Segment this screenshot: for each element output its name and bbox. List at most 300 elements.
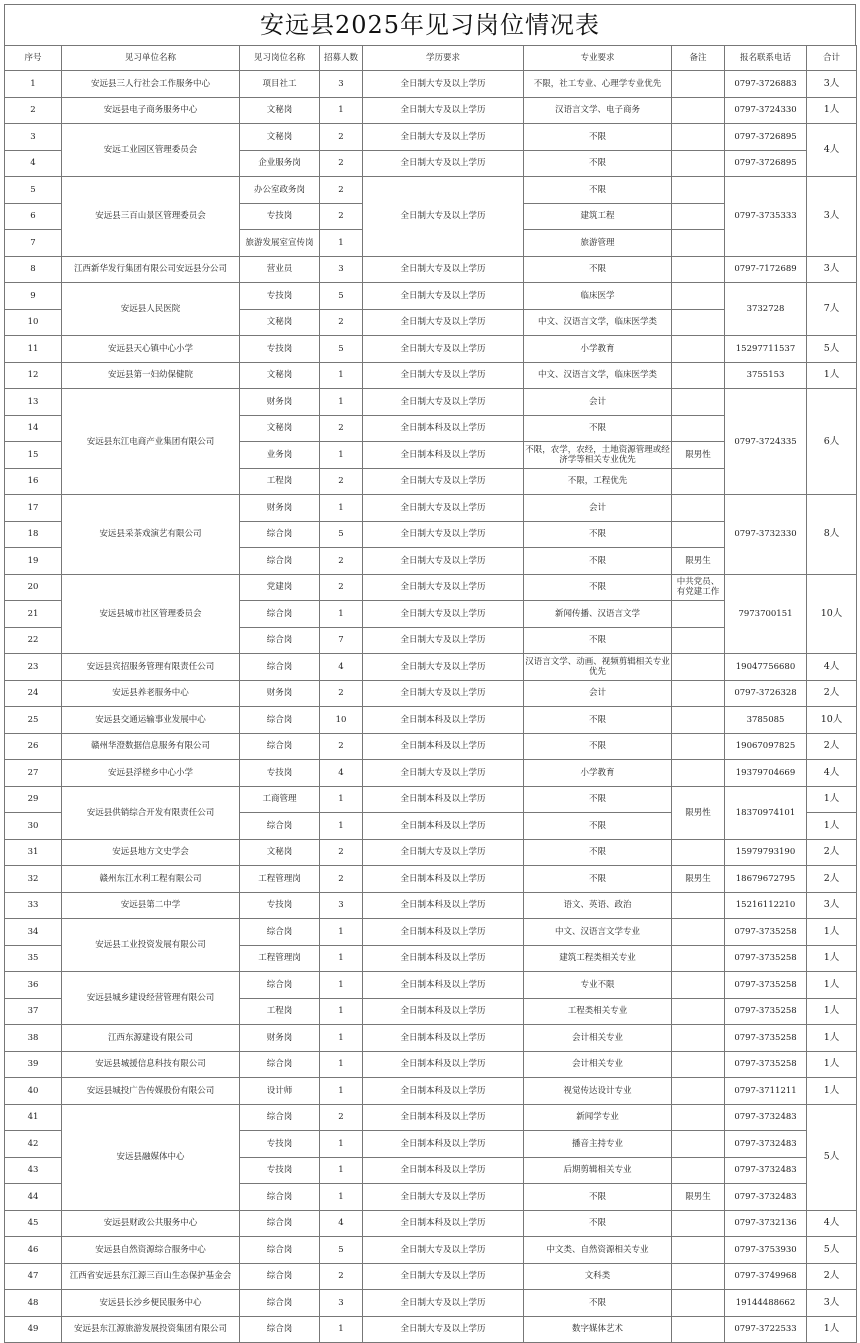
cell-note bbox=[672, 1078, 725, 1105]
cell-note bbox=[672, 415, 725, 442]
table-row bbox=[5, 1078, 857, 1105]
cell-count: 3 bbox=[320, 71, 363, 98]
cell-seq: 12 bbox=[5, 362, 62, 389]
cell-total: 2人 bbox=[807, 680, 857, 707]
cell-phone: 15979793190 bbox=[725, 839, 807, 866]
cell-phone: 0797-3732483 bbox=[725, 1157, 807, 1184]
cell-position: 综合岗 bbox=[240, 972, 320, 999]
cell-total: 4人 bbox=[807, 124, 857, 177]
cell-major: 不限 bbox=[524, 256, 672, 283]
cell-unit: 赣州东江水利工程有限公司 bbox=[62, 866, 240, 893]
cell-major: 临床医学 bbox=[524, 283, 672, 310]
cell-position: 文秘岗 bbox=[240, 309, 320, 336]
cell-major: 不限 bbox=[524, 150, 672, 177]
cell-seq: 27 bbox=[5, 760, 62, 787]
cell-education: 全日制大专及以上学历 bbox=[363, 362, 524, 389]
cell-note bbox=[672, 97, 725, 124]
cell-count: 1 bbox=[320, 972, 363, 999]
cell-major: 不限 bbox=[524, 1290, 672, 1317]
cell-seq: 22 bbox=[5, 627, 62, 654]
cell-major: 专业不限 bbox=[524, 972, 672, 999]
table-row bbox=[5, 1263, 857, 1290]
cell-seq: 11 bbox=[5, 336, 62, 363]
cell-phone: 19144488662 bbox=[725, 1290, 807, 1317]
cell-position: 专技岗 bbox=[240, 283, 320, 310]
cell-phone: 15216112210 bbox=[725, 892, 807, 919]
cell-position: 企业服务岗 bbox=[240, 150, 320, 177]
cell-phone: 0797-3735258 bbox=[725, 1051, 807, 1078]
cell-seq: 40 bbox=[5, 1078, 62, 1105]
table-row bbox=[5, 972, 857, 999]
cell-education: 全日制大专及以上学历 bbox=[363, 150, 524, 177]
cell-education: 全日制大专及以上学历 bbox=[363, 574, 524, 601]
cell-position: 综合岗 bbox=[240, 1210, 320, 1237]
cell-phone: 0797-3735258 bbox=[725, 945, 807, 972]
cell-major: 不限 bbox=[524, 124, 672, 151]
cell-unit: 安远县城援信息科技有限公司 bbox=[62, 1051, 240, 1078]
header-total: 合计 bbox=[807, 46, 857, 71]
table-row bbox=[5, 866, 857, 893]
cell-phone: 3732728 bbox=[725, 283, 807, 336]
cell-unit: 安远县自然资源综合服务中心 bbox=[62, 1237, 240, 1264]
cell-seq: 7 bbox=[5, 230, 62, 257]
cell-note bbox=[672, 1237, 725, 1264]
header-note: 备注 bbox=[672, 46, 725, 71]
cell-total: 1人 bbox=[807, 945, 857, 972]
cell-note bbox=[672, 1290, 725, 1317]
table-row bbox=[5, 654, 857, 681]
cell-major: 不限 bbox=[524, 548, 672, 575]
cell-unit: 安远县养老服务中心 bbox=[62, 680, 240, 707]
cell-seq: 2 bbox=[5, 97, 62, 124]
cell-phone: 0797-3732330 bbox=[725, 495, 807, 575]
cell-count: 3 bbox=[320, 1290, 363, 1317]
cell-note bbox=[672, 627, 725, 654]
cell-phone: 0797-3724335 bbox=[725, 389, 807, 495]
cell-unit: 安远县财政公共服务中心 bbox=[62, 1210, 240, 1237]
cell-position: 文秘岗 bbox=[240, 839, 320, 866]
cell-unit: 安远县城投广告传媒股份有限公司 bbox=[62, 1078, 240, 1105]
cell-seq: 16 bbox=[5, 468, 62, 495]
cell-education: 全日制大专及以上学历 bbox=[363, 495, 524, 522]
cell-seq: 8 bbox=[5, 256, 62, 283]
cell-note: 中共党员、有党建工作 bbox=[672, 574, 725, 601]
cell-education: 全日制大专及以上学历 bbox=[363, 71, 524, 98]
cell-seq: 45 bbox=[5, 1210, 62, 1237]
cell-count: 3 bbox=[320, 892, 363, 919]
cell-note: 限男生 bbox=[672, 1184, 725, 1211]
cell-phone: 0797-3749968 bbox=[725, 1263, 807, 1290]
cell-total: 8人 bbox=[807, 495, 857, 575]
header-position: 见习岗位名称 bbox=[240, 46, 320, 71]
cell-unit: 安远县城市社区管理委员会 bbox=[62, 574, 240, 654]
cell-count: 2 bbox=[320, 468, 363, 495]
cell-seq: 36 bbox=[5, 972, 62, 999]
cell-count: 1 bbox=[320, 389, 363, 416]
cell-education: 全日制大专及以上学历 bbox=[363, 548, 524, 575]
cell-phone: 7973700151 bbox=[725, 574, 807, 654]
cell-education: 全日制本科及以上学历 bbox=[363, 919, 524, 946]
cell-education: 全日制大专及以上学历 bbox=[363, 1237, 524, 1264]
cell-seq: 19 bbox=[5, 548, 62, 575]
cell-major: 建筑工程 bbox=[524, 203, 672, 230]
cell-seq: 4 bbox=[5, 150, 62, 177]
cell-position: 综合岗 bbox=[240, 521, 320, 548]
cell-note bbox=[672, 1025, 725, 1052]
cell-position: 综合岗 bbox=[240, 654, 320, 681]
cell-seq: 3 bbox=[5, 124, 62, 151]
cell-seq: 39 bbox=[5, 1051, 62, 1078]
cell-total: 1人 bbox=[807, 972, 857, 999]
cell-note bbox=[672, 283, 725, 310]
cell-major: 不限 bbox=[524, 177, 672, 204]
positions-table bbox=[4, 45, 857, 1343]
cell-note bbox=[672, 919, 725, 946]
table-row bbox=[5, 707, 857, 734]
cell-unit: 安远县东江源旅游发展投资集团有限公司 bbox=[62, 1316, 240, 1343]
cell-major: 新闻传播、汉语言文学 bbox=[524, 601, 672, 628]
cell-position: 文秘岗 bbox=[240, 415, 320, 442]
header-row bbox=[5, 46, 857, 71]
cell-count: 5 bbox=[320, 283, 363, 310]
cell-position: 旅游发展室宣传岗 bbox=[240, 230, 320, 257]
cell-major: 不限，农学，农经，土地资源管理或经济学等相关专业优先 bbox=[524, 442, 672, 469]
cell-position: 综合岗 bbox=[240, 1290, 320, 1317]
cell-note: 限男生 bbox=[672, 548, 725, 575]
cell-phone: 0797-3732483 bbox=[725, 1184, 807, 1211]
cell-note bbox=[672, 1316, 725, 1343]
cell-seq: 20 bbox=[5, 574, 62, 601]
cell-seq: 13 bbox=[5, 389, 62, 416]
cell-phone: 0797-3732483 bbox=[725, 1131, 807, 1158]
cell-unit: 安远县工业投资发展有限公司 bbox=[62, 919, 240, 972]
cell-unit: 安远县东江电商产业集团有限公司 bbox=[62, 389, 240, 495]
cell-unit: 安远县宾招服务管理有限责任公司 bbox=[62, 654, 240, 681]
cell-position: 文秘岗 bbox=[240, 97, 320, 124]
cell-total: 3人 bbox=[807, 71, 857, 98]
cell-position: 工程岗 bbox=[240, 468, 320, 495]
cell-education: 全日制大专及以上学历 bbox=[363, 468, 524, 495]
table-row bbox=[5, 1210, 857, 1237]
cell-total: 1人 bbox=[807, 813, 857, 840]
cell-total: 1人 bbox=[807, 97, 857, 124]
cell-note bbox=[672, 1104, 725, 1131]
cell-phone: 0797-3732136 bbox=[725, 1210, 807, 1237]
cell-count: 2 bbox=[320, 548, 363, 575]
cell-unit: 安远县城乡建设经营管理有限公司 bbox=[62, 972, 240, 1025]
table-row bbox=[5, 177, 857, 204]
cell-count: 5 bbox=[320, 521, 363, 548]
cell-count: 1 bbox=[320, 786, 363, 813]
cell-count: 7 bbox=[320, 627, 363, 654]
cell-education: 全日制本科及以上学历 bbox=[363, 707, 524, 734]
cell-education: 全日制本科及以上学历 bbox=[363, 1078, 524, 1105]
cell-count: 2 bbox=[320, 150, 363, 177]
table-row bbox=[5, 892, 857, 919]
cell-position: 专技岗 bbox=[240, 892, 320, 919]
cell-note bbox=[672, 256, 725, 283]
cell-total: 6人 bbox=[807, 389, 857, 495]
cell-major: 不限 bbox=[524, 786, 672, 813]
cell-education: 全日制大专及以上学历 bbox=[363, 521, 524, 548]
cell-major: 不限 bbox=[524, 839, 672, 866]
header-seq: 序号 bbox=[5, 46, 62, 71]
cell-education: 全日制大专及以上学历 bbox=[363, 839, 524, 866]
cell-education: 全日制大专及以上学历 bbox=[363, 601, 524, 628]
cell-major: 新闻学专业 bbox=[524, 1104, 672, 1131]
cell-education: 全日制大专及以上学历 bbox=[363, 336, 524, 363]
cell-seq: 38 bbox=[5, 1025, 62, 1052]
cell-position: 专技岗 bbox=[240, 1131, 320, 1158]
cell-phone: 3755153 bbox=[725, 362, 807, 389]
cell-education: 全日制本科及以上学历 bbox=[363, 415, 524, 442]
cell-note bbox=[672, 230, 725, 257]
cell-note: 限男生 bbox=[672, 866, 725, 893]
cell-seq: 18 bbox=[5, 521, 62, 548]
cell-note bbox=[672, 495, 725, 522]
cell-major: 文科类 bbox=[524, 1263, 672, 1290]
cell-position: 综合岗 bbox=[240, 1316, 320, 1343]
cell-major: 播音主持专业 bbox=[524, 1131, 672, 1158]
cell-phone: 19047756680 bbox=[725, 654, 807, 681]
cell-major: 旅游管理 bbox=[524, 230, 672, 257]
cell-phone: 0797-3753930 bbox=[725, 1237, 807, 1264]
table-row bbox=[5, 733, 857, 760]
cell-major: 建筑工程类相关专业 bbox=[524, 945, 672, 972]
cell-count: 1 bbox=[320, 1051, 363, 1078]
cell-count: 1 bbox=[320, 1025, 363, 1052]
table-row bbox=[5, 389, 857, 416]
cell-count: 2 bbox=[320, 733, 363, 760]
table-row bbox=[5, 680, 857, 707]
cell-education: 全日制本科及以上学历 bbox=[363, 442, 524, 469]
cell-position: 工程岗 bbox=[240, 998, 320, 1025]
cell-unit: 江西新华发行集团有限公司安远县分公司 bbox=[62, 256, 240, 283]
cell-total: 2人 bbox=[807, 733, 857, 760]
cell-position: 营业员 bbox=[240, 256, 320, 283]
table-title: 安远县2025年见习岗位情况表 bbox=[4, 4, 856, 45]
cell-note: 限男性 bbox=[672, 442, 725, 469]
cell-count: 1 bbox=[320, 601, 363, 628]
cell-major: 视觉传达设计专业 bbox=[524, 1078, 672, 1105]
cell-count: 1 bbox=[320, 1078, 363, 1105]
cell-note bbox=[672, 680, 725, 707]
cell-major: 不限 bbox=[524, 866, 672, 893]
cell-major: 不限 bbox=[524, 1210, 672, 1237]
cell-education: 全日制本科及以上学历 bbox=[363, 1131, 524, 1158]
cell-note bbox=[672, 203, 725, 230]
cell-note bbox=[672, 601, 725, 628]
cell-education: 全日制大专及以上学历 bbox=[363, 256, 524, 283]
cell-unit: 江西东源建设有限公司 bbox=[62, 1025, 240, 1052]
cell-count: 3 bbox=[320, 256, 363, 283]
cell-unit: 安远县电子商务服务中心 bbox=[62, 97, 240, 124]
cell-seq: 24 bbox=[5, 680, 62, 707]
cell-education: 全日制大专及以上学历 bbox=[363, 680, 524, 707]
cell-seq: 23 bbox=[5, 654, 62, 681]
cell-note bbox=[672, 1263, 725, 1290]
cell-phone: 3785085 bbox=[725, 707, 807, 734]
cell-position: 专技岗 bbox=[240, 336, 320, 363]
cell-total: 5人 bbox=[807, 336, 857, 363]
cell-total: 1人 bbox=[807, 786, 857, 813]
cell-note bbox=[672, 839, 725, 866]
table-row bbox=[5, 919, 857, 946]
cell-major: 不限 bbox=[524, 627, 672, 654]
cell-phone: 0797-3732483 bbox=[725, 1104, 807, 1131]
cell-major: 不限，社工专业、心理学专业优先 bbox=[524, 71, 672, 98]
cell-phone: 0797-3735258 bbox=[725, 998, 807, 1025]
cell-position: 业务岗 bbox=[240, 442, 320, 469]
cell-phone: 0797-3735258 bbox=[725, 919, 807, 946]
header-education: 学历要求 bbox=[363, 46, 524, 71]
cell-total: 2人 bbox=[807, 866, 857, 893]
cell-seq: 9 bbox=[5, 283, 62, 310]
cell-count: 2 bbox=[320, 203, 363, 230]
cell-position: 专技岗 bbox=[240, 760, 320, 787]
cell-total: 3人 bbox=[807, 256, 857, 283]
cell-position: 文秘岗 bbox=[240, 362, 320, 389]
cell-note bbox=[672, 362, 725, 389]
cell-note bbox=[672, 1210, 725, 1237]
cell-education: 全日制大专及以上学历 bbox=[363, 1184, 524, 1211]
cell-education: 全日制大专及以上学历 bbox=[363, 1290, 524, 1317]
cell-major: 语文、英语、政治 bbox=[524, 892, 672, 919]
cell-unit: 赣州华澄数据信息服务有限公司 bbox=[62, 733, 240, 760]
cell-count: 1 bbox=[320, 813, 363, 840]
cell-count: 2 bbox=[320, 866, 363, 893]
cell-seq: 42 bbox=[5, 1131, 62, 1158]
cell-note bbox=[672, 972, 725, 999]
cell-education: 全日制大专及以上学历 bbox=[363, 1316, 524, 1343]
cell-education: 全日制大专及以上学历 bbox=[363, 760, 524, 787]
table-row bbox=[5, 839, 857, 866]
cell-major: 会计 bbox=[524, 680, 672, 707]
cell-unit: 安远县三百山景区管理委员会 bbox=[62, 177, 240, 257]
cell-major: 小学教育 bbox=[524, 336, 672, 363]
cell-note bbox=[672, 1051, 725, 1078]
cell-phone: 18370974101 bbox=[725, 786, 807, 839]
cell-phone: 19067097825 bbox=[725, 733, 807, 760]
cell-position: 综合岗 bbox=[240, 1051, 320, 1078]
cell-total: 3人 bbox=[807, 892, 857, 919]
cell-count: 2 bbox=[320, 124, 363, 151]
cell-education: 全日制大专及以上学历 bbox=[363, 97, 524, 124]
cell-phone: 0797-3726895 bbox=[725, 124, 807, 151]
cell-unit: 安远县融媒体中心 bbox=[62, 1104, 240, 1210]
cell-total: 4人 bbox=[807, 1210, 857, 1237]
cell-count: 2 bbox=[320, 1263, 363, 1290]
cell-total: 10人 bbox=[807, 574, 857, 654]
cell-position: 综合岗 bbox=[240, 627, 320, 654]
cell-position: 项目社工 bbox=[240, 71, 320, 98]
cell-seq: 41 bbox=[5, 1104, 62, 1131]
cell-note bbox=[672, 150, 725, 177]
cell-seq: 10 bbox=[5, 309, 62, 336]
cell-count: 1 bbox=[320, 442, 363, 469]
cell-seq: 37 bbox=[5, 998, 62, 1025]
table-row bbox=[5, 1104, 857, 1131]
table-row bbox=[5, 1237, 857, 1264]
cell-education: 全日制大专及以上学历 bbox=[363, 389, 524, 416]
table-row bbox=[5, 1290, 857, 1317]
cell-education: 全日制本科及以上学历 bbox=[363, 945, 524, 972]
cell-count: 1 bbox=[320, 998, 363, 1025]
cell-position: 工程管理岗 bbox=[240, 945, 320, 972]
cell-total: 2人 bbox=[807, 839, 857, 866]
cell-major: 不限 bbox=[524, 1184, 672, 1211]
cell-major: 中文、汉语言文学专业 bbox=[524, 919, 672, 946]
cell-education: 全日制大专及以上学历 bbox=[363, 627, 524, 654]
cell-seq: 29 bbox=[5, 786, 62, 813]
table-header bbox=[5, 46, 857, 71]
cell-seq: 46 bbox=[5, 1237, 62, 1264]
cell-unit: 安远县长沙乡便民服务中心 bbox=[62, 1290, 240, 1317]
cell-seq: 15 bbox=[5, 442, 62, 469]
cell-count: 2 bbox=[320, 1104, 363, 1131]
header-count: 招募人数 bbox=[320, 46, 363, 71]
cell-count: 2 bbox=[320, 839, 363, 866]
cell-count: 4 bbox=[320, 1210, 363, 1237]
cell-count: 2 bbox=[320, 309, 363, 336]
table-row bbox=[5, 283, 857, 310]
cell-major: 会计相关专业 bbox=[524, 1025, 672, 1052]
cell-count: 1 bbox=[320, 230, 363, 257]
cell-unit: 安远县三人行社会工作服务中心 bbox=[62, 71, 240, 98]
cell-total: 1人 bbox=[807, 362, 857, 389]
cell-count: 1 bbox=[320, 362, 363, 389]
cell-education: 全日制本科及以上学历 bbox=[363, 972, 524, 999]
cell-unit: 安远县浮槎乡中心小学 bbox=[62, 760, 240, 787]
cell-phone: 0797-3722533 bbox=[725, 1316, 807, 1343]
cell-note: 限男性 bbox=[672, 786, 725, 839]
cell-major: 会计相关专业 bbox=[524, 1051, 672, 1078]
cell-position: 办公室政务岗 bbox=[240, 177, 320, 204]
table-row bbox=[5, 495, 857, 522]
cell-education: 全日制本科及以上学历 bbox=[363, 998, 524, 1025]
cell-education: 全日制本科及以上学历 bbox=[363, 786, 524, 813]
cell-education: 全日制大专及以上学历 bbox=[363, 177, 524, 257]
cell-total: 4人 bbox=[807, 654, 857, 681]
cell-total: 2人 bbox=[807, 1263, 857, 1290]
cell-major: 不限，工程优先 bbox=[524, 468, 672, 495]
cell-position: 综合岗 bbox=[240, 548, 320, 575]
cell-major: 不限 bbox=[524, 813, 672, 840]
cell-major: 不限 bbox=[524, 415, 672, 442]
cell-major: 不限 bbox=[524, 707, 672, 734]
cell-note bbox=[672, 760, 725, 787]
cell-seq: 43 bbox=[5, 1157, 62, 1184]
cell-seq: 21 bbox=[5, 601, 62, 628]
cell-position: 党建岗 bbox=[240, 574, 320, 601]
cell-education: 全日制本科及以上学历 bbox=[363, 866, 524, 893]
cell-phone: 0797-3726328 bbox=[725, 680, 807, 707]
cell-total: 1人 bbox=[807, 1051, 857, 1078]
cell-position: 工商管理 bbox=[240, 786, 320, 813]
cell-unit: 安远县供销综合开发有限责任公司 bbox=[62, 786, 240, 839]
cell-seq: 26 bbox=[5, 733, 62, 760]
cell-position: 综合岗 bbox=[240, 1184, 320, 1211]
cell-note bbox=[672, 707, 725, 734]
cell-phone: 0797-3711211 bbox=[725, 1078, 807, 1105]
cell-position: 财务岗 bbox=[240, 389, 320, 416]
cell-major: 不限 bbox=[524, 521, 672, 548]
cell-note bbox=[672, 177, 725, 204]
header-unit: 见习单位名称 bbox=[62, 46, 240, 71]
cell-seq: 44 bbox=[5, 1184, 62, 1211]
cell-position: 综合岗 bbox=[240, 813, 320, 840]
cell-seq: 5 bbox=[5, 177, 62, 204]
